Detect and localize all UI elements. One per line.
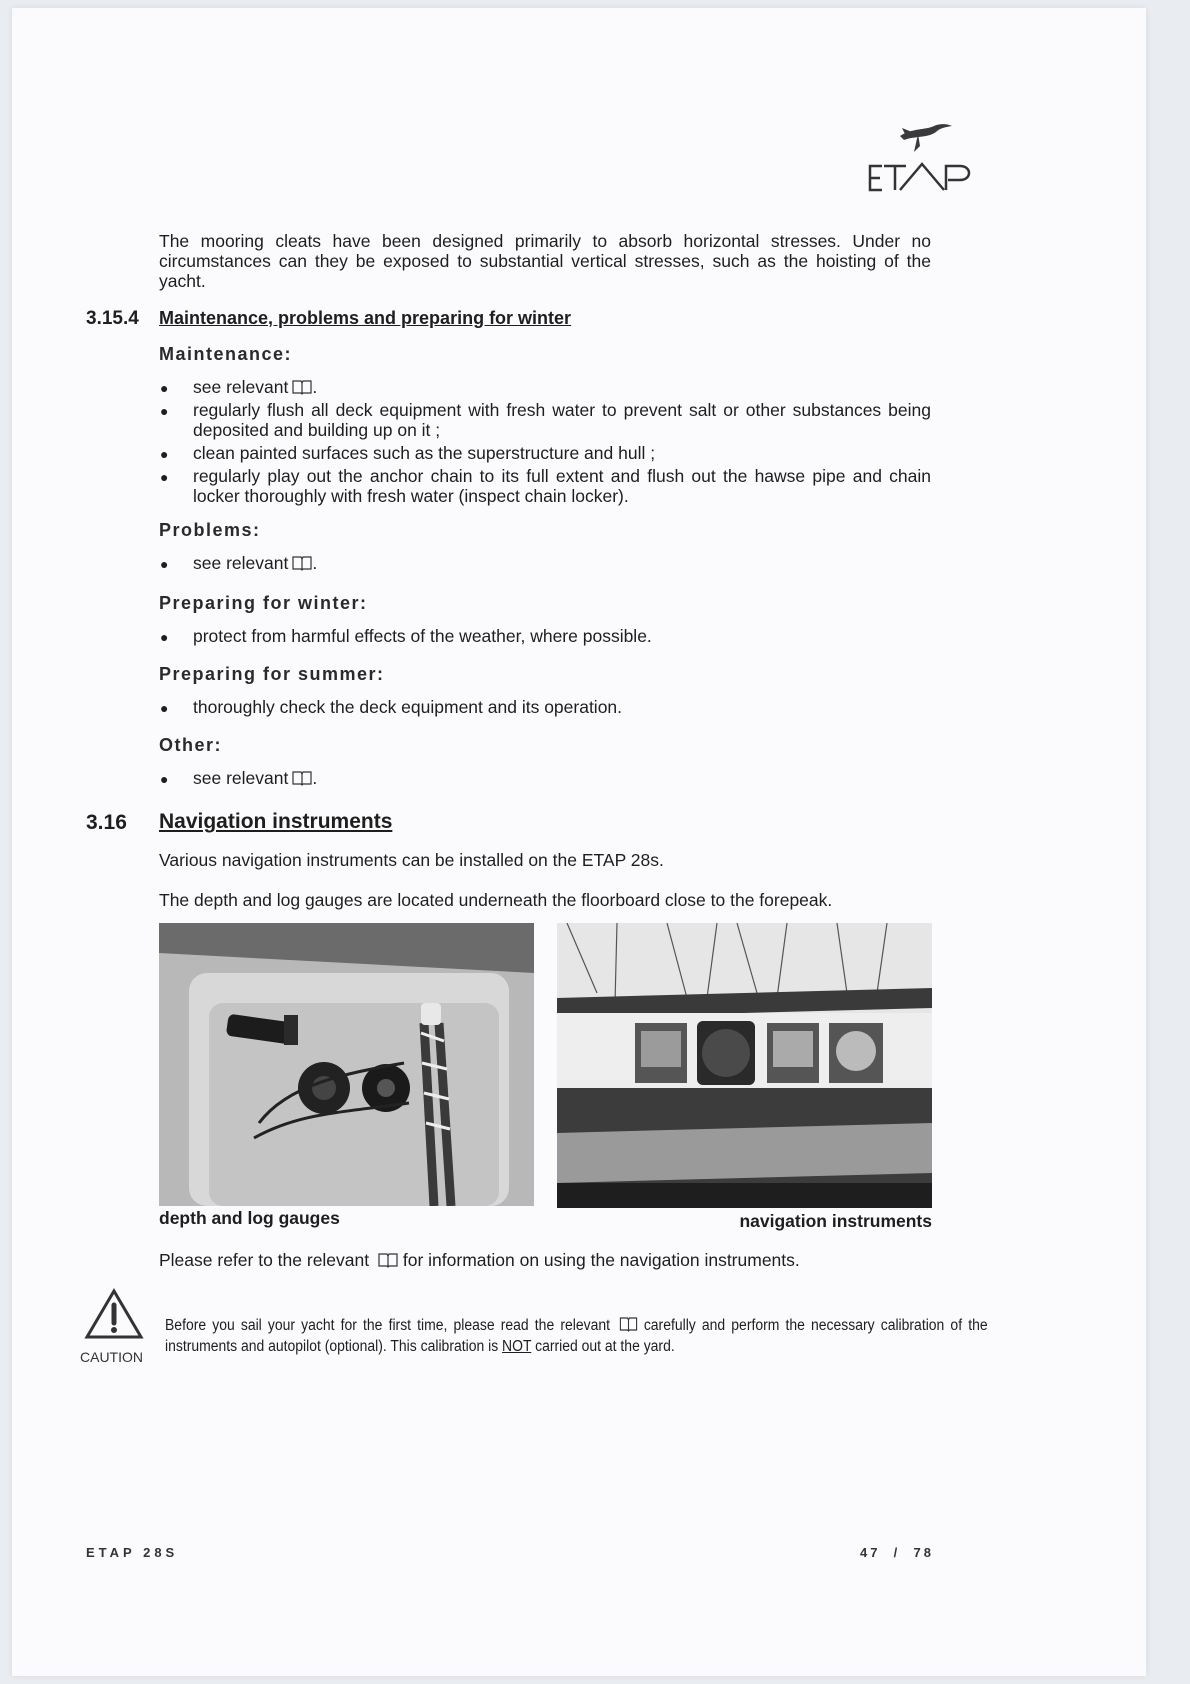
other-heading: Other: — [159, 735, 222, 755]
caution-block — [80, 1288, 150, 1365]
nav-paragraph-1: Various navigation instruments can be installed on the ETAP 28s. — [159, 850, 664, 870]
winter-list — [159, 626, 931, 649]
section-title: Maintenance, problems and preparing for winter — [159, 308, 572, 328]
problems-list — [159, 553, 931, 576]
etap-logo — [848, 118, 998, 198]
list-item: ● see relevant . — [160, 553, 318, 573]
manual-book-icon — [620, 1316, 638, 1332]
section-number: 3.15.4 — [86, 308, 139, 329]
nav-paragraph-2: The depth and log gauges are located underneath the floorboard close to the forepeak. — [159, 890, 833, 910]
list-item: ● see relevant . — [160, 768, 318, 788]
list-item: ● see relevant . — [160, 377, 318, 397]
manual-page — [12, 8, 1146, 1676]
refer-paragraph: Please refer to the relevant for information on using the navigation instruments. — [159, 1250, 800, 1270]
section-number: 3.16 — [86, 811, 127, 834]
manual-book-icon — [292, 379, 312, 395]
winter-heading: Preparing for winter: — [159, 593, 368, 613]
summer-list — [159, 697, 931, 720]
manual-book-icon — [292, 555, 312, 571]
manual-book-icon — [292, 770, 312, 786]
footer-page-number: 47 / 78 — [859, 1545, 934, 1560]
depth-log-gauges-photo — [159, 923, 534, 1206]
list-item: ● regularly flush all deck equipment with fresh water to prevent salt or other substances being deposited and building up on it ; — [160, 400, 931, 440]
caution-text: Before you sail your yacht for the first time, please read the relevant carefully and perform the necessary calibration of the instruments and autopilot (optional). This calibration is NOT carried out at the yard. — [165, 1317, 988, 1355]
list-item: ● regularly play out the anchor chain to its full extent and flush out the hawse pipe and chain locker thoroughly with fresh water (inspect chain locker). — [160, 466, 931, 506]
section-title: Navigation instruments — [159, 810, 393, 833]
bird-logo-icon — [848, 118, 998, 198]
summer-heading: Preparing for summer: — [159, 664, 385, 684]
navigation-instruments-photo — [557, 923, 932, 1208]
caption-right: navigation instruments — [739, 1211, 932, 1231]
footer-model: ETAP 28S — [86, 1545, 179, 1560]
not-emphasis: NOT — [502, 1338, 532, 1355]
intro-paragraph: The mooring cleats have been designed primarily to absorb horizontal stresses. Under no circumstances can they be exposed to substantial vertical stresses, such as the hoisting of the yacht. — [159, 231, 931, 291]
list-item: ● thoroughly check the deck equipment and its operation. — [160, 697, 623, 717]
list-item: ● protect from harmful effects of the weather, where possible. — [160, 626, 652, 646]
caption-left: depth and log gauges — [159, 1208, 340, 1228]
maintenance-heading: Maintenance: — [159, 344, 293, 364]
warning-triangle-icon — [84, 1288, 144, 1340]
manual-book-icon — [378, 1252, 398, 1268]
other-list — [159, 768, 931, 791]
problems-heading: Problems: — [159, 520, 261, 540]
list-item: ● clean painted surfaces such as the superstructure and hull ; — [160, 443, 656, 463]
maintenance-list — [159, 377, 931, 509]
caution-label: CAUTION — [80, 1349, 143, 1365]
